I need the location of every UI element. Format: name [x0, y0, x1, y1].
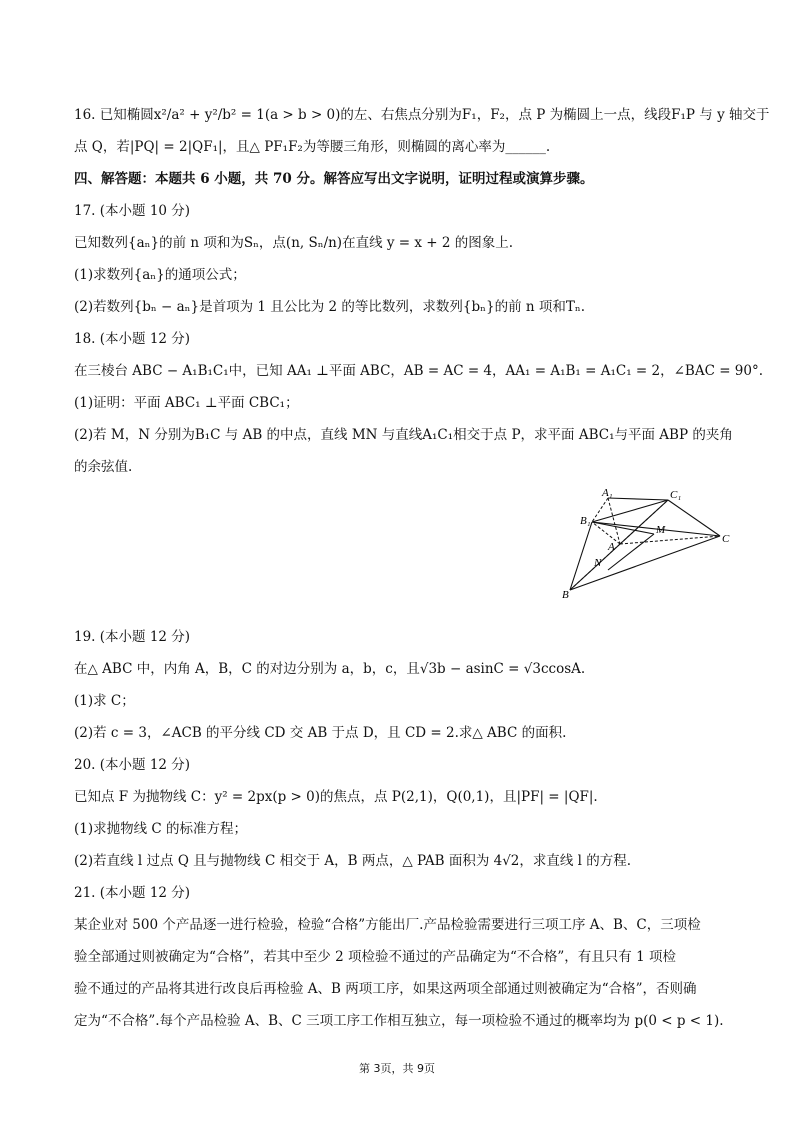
q19-part-2: (2)若 c = 3，∠ACB 的平分线 CD 交 AB 于点 D，且 CD = 2.求△ ABC 的面积.	[74, 725, 567, 741]
q21-line-3: 验不通过的产品将其进行改良后再检验 A、B 两项工序，如果这两项全部通过则被确定为“合格”，否则确	[74, 981, 697, 997]
q18-header: 18. (本小题 12 分)	[74, 331, 191, 347]
q18-part-1: (1)证明：平面 ABC₁ ⊥平面 CBC₁；	[74, 395, 299, 411]
label-a1: A₁	[602, 487, 613, 499]
q21-line-2: 验全部通过则被确定为“合格”，若其中至少 2 项检验不通过的产品确定为“不合格”，有且只有 1 项检	[74, 949, 676, 965]
q16-line-1: 16. 已知椭圆x²/a² + y²/b² = 1(a > b > 0)的左、右焦点分别为F₁，F₂，点 P 为椭圆上一点，线段F₁P 与 y 轴交于	[74, 107, 770, 123]
page-footer: 第 3页，共 9页	[359, 1062, 435, 1075]
q19-part-1: (1)求 C；	[74, 693, 135, 709]
q19-header: 19. (本小题 12 分)	[74, 629, 191, 645]
label-c1: C₁	[670, 489, 682, 501]
label-a: A	[608, 541, 615, 553]
q21-header: 21. (本小题 12 分)	[74, 885, 191, 901]
q18-part-2b: 的余弦值.	[74, 459, 133, 475]
q17-part-1: (1)求数列{aₙ}的通项公式；	[74, 267, 246, 283]
label-n: N	[594, 557, 602, 569]
label-b: B	[562, 589, 569, 601]
label-m: M	[656, 524, 666, 536]
q17-stem: 已知数列{aₙ}的前 n 项和为Sₙ，点(n, Sₙ/n)在直线 y = x + 2 的图象上.	[74, 235, 514, 251]
q21-line-1: 某企业对 500 个产品逐一进行检验，检验“合格”方能出厂.产品检验需要进行三项工序 A、B、C，三项检	[74, 917, 701, 933]
q17-part-2: (2)若数列{bₙ − aₙ}是首项为 1 且公比为 2 的等比数列，求数列{bₙ}的前 n 项和Tₙ.	[74, 299, 585, 315]
frustum-figure	[560, 484, 740, 602]
q17-header: 17. (本小题 10 分)	[74, 203, 191, 219]
q19-stem: 在△ ABC 中，内角 A，B，C 的对边分别为 a，b，c，且√3b − asinC = √3ccosA.	[74, 661, 586, 677]
q20-stem: 已知点 F 为抛物线 C：y² = 2px(p > 0)的焦点，点 P(2,1)，Q(0,1)，且|PF| = |QF|.	[74, 789, 598, 805]
q20-part-2: (2)若直线 l 过点 Q 且与抛物线 C 相交于 A，B 两点，△ PAB 面积为 4√2，求直线 l 的方程.	[74, 853, 632, 869]
q18-stem: 在三棱台 ABC − A₁B₁C₁中，已知 AA₁ ⊥平面 ABC，AB = AC = 4，AA₁ = A₁B₁ = A₁C₁ = 2，∠BAC = 90°.	[74, 363, 764, 379]
q18-part-2a: (2)若 M，N 分别为B₁C 与 AB 的中点，直线 MN 与直线A₁C₁相交于点 P，求平面 ABC₁与平面 ABP 的夹角	[74, 427, 733, 443]
label-b1: B₁	[580, 515, 591, 527]
section-4-heading: 四、解答题：本题共 6 小题，共 70 分。解答应写出文字说明，证明过程或演算步骤。	[74, 171, 594, 187]
q21-line-4: 定为“不合格”.每个产品检验 A、B、C 三项工序工作相互独立，每一项检验不通过的概率均为 p(0 < p < 1).	[74, 1013, 724, 1029]
q16-line-2: 点 Q，若|PQ| = 2|QF₁|，且△ PF₁F₂为等腰三角形，则椭圆的离心率为______.	[74, 139, 551, 155]
q20-part-1: (1)求抛物线 C 的标准方程；	[74, 821, 248, 837]
label-c: C	[722, 533, 730, 545]
q20-header: 20. (本小题 12 分)	[74, 757, 191, 773]
